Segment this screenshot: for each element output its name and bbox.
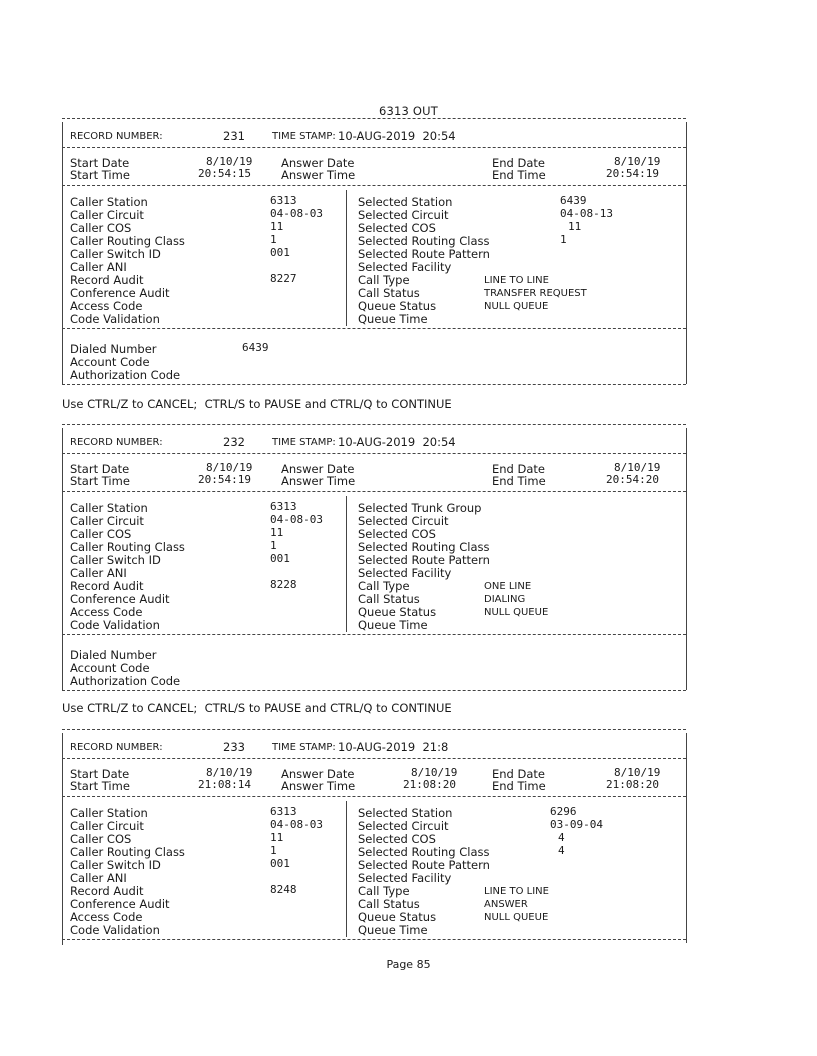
selected-cos-label: Selected COS (358, 221, 436, 235)
selected-cos: 4 (558, 831, 565, 844)
end-date-label: End Date (492, 462, 545, 476)
selected-route-pattern-label: Selected Route Pattern (358, 247, 490, 261)
start-time: 21:08:14 (198, 778, 251, 791)
selected-routing-class: 4 (558, 844, 565, 857)
call-status: DIALING (484, 594, 526, 605)
selected-station: 6296 (550, 805, 577, 818)
record-number-label: RECORD NUMBER: (70, 131, 163, 142)
start-date: 8/10/19 (206, 766, 253, 779)
divider (62, 690, 686, 691)
selected-route-pattern-label: Selected Route Pattern (358, 858, 490, 872)
column-divider (346, 496, 347, 632)
call-type-label: Call Type (358, 579, 410, 593)
time-stamp-label: TIME STAMP: (272, 131, 336, 142)
caller-switch-id: 001 (270, 246, 290, 259)
caller-circuit-label: Caller Circuit (70, 208, 144, 222)
caller-cos-label: Caller COS (70, 832, 132, 846)
answer-date-label: Answer Date (281, 462, 355, 476)
divider (62, 147, 686, 148)
authorization-code-label: Authorization Code (70, 368, 181, 382)
caller-switch-id: 001 (270, 857, 290, 870)
record-number: 232 (223, 435, 245, 449)
divider (62, 796, 686, 797)
start-date-label: Start Date (70, 156, 130, 170)
answer-time-label: Answer Time (281, 168, 356, 182)
box-right-edge (686, 428, 687, 690)
end-time-label: End Time (492, 779, 546, 793)
caller-circuit: 04-08-03 (270, 207, 323, 220)
divider (62, 729, 686, 730)
record-audit-label: Record Audit (70, 884, 144, 898)
divider (62, 758, 686, 759)
selected-routing-class: 1 (560, 233, 567, 246)
selected-routing-class-label: Selected Routing Class (358, 540, 490, 554)
conference-audit-label: Conference Audit (70, 897, 170, 911)
call-type-label: Call Type (358, 273, 410, 287)
box-right-edge (686, 733, 687, 943)
end-date-label: End Date (492, 767, 545, 781)
caller-cos: 11 (270, 220, 284, 233)
page-number: Page 85 (386, 958, 431, 971)
selected-cos: 11 (568, 220, 582, 233)
control-keys-notice: Use CTRL/Z to CANCEL; CTRL/S to PAUSE and CTRL/Q to CONTINUE (62, 701, 452, 715)
selected-routing-class-label: Selected Routing Class (358, 234, 490, 248)
record-number: 231 (223, 129, 245, 143)
call-record (66, 118, 682, 390)
selected-cos-label: Selected COS (358, 527, 436, 541)
dialed-number-label: Dialed Number (70, 648, 157, 662)
box-left-edge (62, 733, 63, 945)
end-date-label: End Date (492, 156, 545, 170)
end-time: 20:54:20 (606, 473, 659, 486)
time-stamp-label: TIME STAMP: (272, 437, 336, 448)
end-time-label: End Time (492, 168, 546, 182)
queue-status: NULL QUEUE (484, 607, 549, 618)
record-audit: 8248 (270, 883, 297, 896)
page-title: 6313 OUT (378, 104, 439, 118)
call-type: LINE TO LINE (484, 886, 549, 897)
call-type: ONE LINE (484, 581, 532, 592)
end-time: 21:08:20 (606, 778, 659, 791)
caller-routing-class: 1 (270, 539, 277, 552)
answer-date-label: Answer Date (281, 156, 355, 170)
divider (62, 939, 686, 940)
box-left-edge (62, 428, 63, 690)
end-time: 20:54:19 (606, 167, 659, 180)
selected-station-label: Selected Station (358, 806, 453, 820)
caller-cos-label: Caller COS (70, 221, 132, 235)
answer-time-label: Answer Time (281, 779, 356, 793)
selected-circuit: 03-09-04 (550, 818, 603, 831)
account-code-label: Account Code (70, 661, 150, 675)
caller-station-label: Caller Station (70, 195, 148, 209)
caller-station-label: Caller Station (70, 501, 148, 515)
caller-switch-id-label: Caller Switch ID (70, 247, 161, 261)
start-time-label: Start Time (70, 474, 130, 488)
code-validation-label: Code Validation (70, 312, 160, 326)
queue-status: NULL QUEUE (484, 912, 549, 923)
selected-circuit-label: Selected Circuit (358, 514, 449, 528)
queue-time-label: Queue Time (358, 312, 428, 326)
start-date: 8/10/19 (206, 155, 253, 168)
caller-routing-class-label: Caller Routing Class (70, 234, 185, 248)
queue-status: NULL QUEUE (484, 301, 549, 312)
caller-circuit: 04-08-03 (270, 513, 323, 526)
start-date-label: Start Date (70, 462, 130, 476)
code-validation-label: Code Validation (70, 618, 160, 632)
record-audit: 8227 (270, 272, 297, 285)
access-code-label: Access Code (70, 299, 143, 313)
selected-route-pattern-label: Selected Route Pattern (358, 553, 490, 567)
caller-ani-label: Caller ANI (70, 260, 127, 274)
selected-facility-label: Selected Facility (358, 871, 452, 885)
queue-status-label: Queue Status (358, 910, 437, 924)
end-time-label: End Time (492, 474, 546, 488)
start-time: 20:54:19 (198, 473, 251, 486)
caller-routing-class-label: Caller Routing Class (70, 540, 185, 554)
caller-routing-class: 1 (270, 844, 277, 857)
code-validation-label: Code Validation (70, 923, 160, 937)
time-stamp-label: TIME STAMP: (272, 742, 336, 753)
answer-date: 8/10/19 (411, 766, 458, 779)
selected-station-label: Selected Station (358, 195, 453, 209)
end-date: 8/10/19 (614, 461, 661, 474)
divider (62, 384, 686, 385)
caller-station: 6313 (270, 500, 297, 513)
start-time-label: Start Time (70, 168, 130, 182)
call-status-label: Call Status (358, 286, 420, 300)
time-stamp: 10-AUG-2019 20:54 (338, 129, 456, 143)
record-audit: 8228 (270, 578, 297, 591)
caller-station: 6313 (270, 194, 297, 207)
caller-switch-id-label: Caller Switch ID (70, 858, 161, 872)
dialed-number-label: Dialed Number (70, 342, 157, 356)
caller-station-label: Caller Station (70, 806, 148, 820)
start-date: 8/10/19 (206, 461, 253, 474)
conference-audit-label: Conference Audit (70, 286, 170, 300)
record-number-label: RECORD NUMBER: (70, 742, 163, 753)
end-date: 8/10/19 (614, 155, 661, 168)
call-status-label: Call Status (358, 897, 420, 911)
selected-facility-label: Selected Facility (358, 260, 452, 274)
caller-circuit-label: Caller Circuit (70, 819, 144, 833)
time-stamp: 10-AUG-2019 20:54 (338, 435, 456, 449)
answer-date-label: Answer Date (281, 767, 355, 781)
column-divider (346, 190, 347, 326)
divider (62, 118, 686, 119)
caller-ani-label: Caller ANI (70, 566, 127, 580)
authorization-code-label: Authorization Code (70, 674, 181, 688)
selected-routing-class-label: Selected Routing Class (358, 845, 490, 859)
call-status: ANSWER (484, 899, 528, 910)
access-code-label: Access Code (70, 605, 143, 619)
caller-cos: 11 (270, 526, 284, 539)
account-code-label: Account Code (70, 355, 150, 369)
column-divider (346, 801, 347, 937)
control-keys-notice: Use CTRL/Z to CANCEL; CTRL/S to PAUSE and CTRL/Q to CONTINUE (62, 397, 452, 411)
selected-circuit-label: Selected Circuit (358, 208, 449, 222)
end-date: 8/10/19 (614, 766, 661, 779)
divider (62, 453, 686, 454)
selected-circuit: 04-08-13 (560, 207, 613, 220)
caller-circuit: 04-08-03 (270, 818, 323, 831)
divider (62, 634, 686, 635)
record-number-label: RECORD NUMBER: (70, 437, 163, 448)
selected-facility-label: Selected Facility (358, 566, 452, 580)
box-right-edge (686, 122, 687, 384)
selected-cos-label: Selected COS (358, 832, 436, 846)
caller-routing-class-label: Caller Routing Class (70, 845, 185, 859)
caller-cos: 11 (270, 831, 284, 844)
selected-circuit-label: Selected Circuit (358, 819, 449, 833)
answer-time-label: Answer Time (281, 474, 356, 488)
record-number: 233 (223, 740, 245, 754)
divider (62, 328, 686, 329)
caller-switch-id: 001 (270, 552, 290, 565)
queue-time-label: Queue Time (358, 618, 428, 632)
start-time-label: Start Time (70, 779, 130, 793)
answer-time: 21:08:20 (403, 778, 456, 791)
selected-station: 6439 (560, 194, 587, 207)
caller-ani-label: Caller ANI (70, 871, 127, 885)
caller-routing-class: 1 (270, 233, 277, 246)
start-time: 20:54:15 (198, 167, 251, 180)
divider (62, 185, 686, 186)
box-left-edge (62, 122, 63, 384)
queue-status-label: Queue Status (358, 299, 437, 313)
start-date-label: Start Date (70, 767, 130, 781)
caller-station: 6313 (270, 805, 297, 818)
call-record (66, 424, 682, 696)
call-type-label: Call Type (358, 884, 410, 898)
caller-circuit-label: Caller Circuit (70, 514, 144, 528)
divider (62, 491, 686, 492)
caller-switch-id-label: Caller Switch ID (70, 553, 161, 567)
call-record (66, 729, 682, 949)
caller-cos-label: Caller COS (70, 527, 132, 541)
call-status: TRANSFER REQUEST (484, 288, 587, 299)
conference-audit-label: Conference Audit (70, 592, 170, 606)
queue-status-label: Queue Status (358, 605, 437, 619)
time-stamp: 10-AUG-2019 21:8 (338, 740, 449, 754)
call-status-label: Call Status (358, 592, 420, 606)
record-audit-label: Record Audit (70, 579, 144, 593)
selected-trunk-group-label: Selected Trunk Group (358, 501, 482, 515)
access-code-label: Access Code (70, 910, 143, 924)
divider (62, 424, 686, 425)
record-audit-label: Record Audit (70, 273, 144, 287)
call-type: LINE TO LINE (484, 275, 549, 286)
queue-time-label: Queue Time (358, 923, 428, 937)
dialed-number: 6439 (242, 341, 269, 354)
